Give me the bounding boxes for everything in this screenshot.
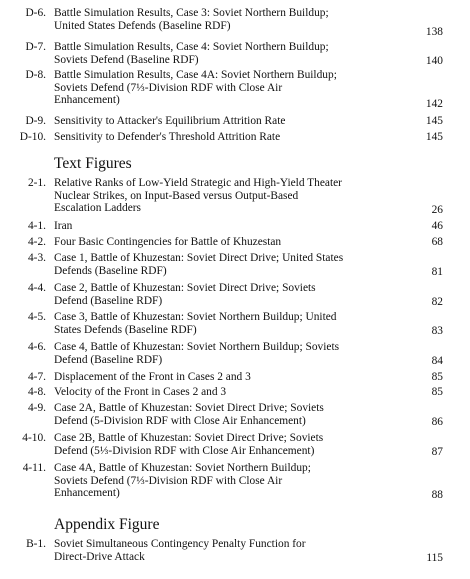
entry-title: Iran [54, 220, 73, 232]
entry-page: 140 [425, 55, 443, 67]
entry-number: B-1. [26, 538, 46, 550]
entry-title: Velocity of the Front in Cases 2 and 3 [54, 386, 227, 398]
entry-number: 4-4. [27, 282, 46, 294]
entry-number: D-8. [25, 69, 46, 81]
section-heading: Appendix Figure [54, 516, 160, 533]
entry-number: 4-7. [27, 371, 46, 383]
entry-title: Relative Ranks of Low-Yield Strategic and High-Yield Theater Nuclear Strikes, on Input-Based versus Output-Based Escalation Ladders [54, 177, 342, 215]
entry-number: D-7. [25, 41, 46, 53]
entry-number: 4-9. [27, 402, 46, 414]
section-heading: Text Figures [54, 155, 132, 172]
entry-page: 142 [425, 98, 443, 110]
entry-title: Case 3, Battle of Khuzestan: Soviet Northern Buildup; United States Defends (Baseline RDF) [54, 311, 337, 336]
entry-page: 87 [431, 446, 443, 458]
entry-page: 145 [425, 131, 443, 143]
entry-page: 46 [431, 220, 443, 232]
entry-number: 4-8. [27, 386, 46, 398]
entry-title: Battle Simulation Results, Case 4: Soviet Northern Buildup; Soviets Defend (Baseline RDF) [54, 41, 329, 66]
entry-page: 88 [431, 489, 443, 501]
entry-page: 115 [426, 552, 443, 564]
entry-title: Case 1, Battle of Khuzestan: Soviet Direct Drive; United States Defends (Baseline RDF) [54, 252, 344, 277]
entry-number: 4-11. [22, 462, 46, 474]
entry-title: Sensitivity to Attacker's Equilibrium Attrition Rate [54, 115, 286, 127]
entry-title: Case 2A, Battle of Khuzestan: Soviet Direct Drive; Soviets Defend (5-Division RDF with Close Air Enhancement) [54, 402, 324, 427]
entry-title: Case 2, Battle of Khuzestan: Soviet Direct Drive; Soviets Defend (Baseline RDF) [54, 282, 316, 307]
entry-title: Case 4, Battle of Khuzestan: Soviet Northern Buildup; Soviets Defend (Baseline RDF) [54, 341, 340, 366]
entry-title: Displacement of the Front in Cases 2 and 3 [54, 371, 251, 383]
entry-number: 4-10. [22, 432, 46, 444]
entry-number: 4-5. [27, 311, 46, 323]
entry-title: Case 4A, Battle of Khuzestan: Soviet Northern Buildup; Soviets Defend (7⅓-Division RDF with Close Air Enhancement) [54, 462, 311, 500]
entry-page: 81 [431, 266, 443, 278]
entry-page: 68 [431, 236, 443, 248]
entry-title: Soviet Simultaneous Contingency Penalty Function for Direct-Drive Attack [54, 538, 306, 563]
entry-number: D-6. [25, 7, 46, 19]
entry-page: 82 [431, 296, 443, 308]
entry-page: 86 [431, 416, 443, 428]
entry-title: Battle Simulation Results, Case 4A: Soviet Northern Buildup; Soviets Defend (7⅓-Division RDF with Close Air Enhancement) [54, 69, 337, 107]
entry-number: D-9. [25, 115, 46, 127]
entry-page: 85 [431, 386, 443, 398]
entry-number: 4-2. [27, 236, 46, 248]
entry-title: Sensitivity to Defender's Threshold Attrition Rate [54, 131, 281, 143]
entry-number: 2-1. [27, 177, 46, 189]
entry-page: 26 [431, 204, 443, 216]
entry-number: 4-1. [27, 220, 46, 232]
entry-number: 4-6. [27, 341, 46, 353]
entry-number: 4-3. [27, 252, 46, 264]
entry-page: 84 [431, 355, 443, 367]
entry-title: Battle Simulation Results, Case 3: Soviet Northern Buildup; United States Defends (Baseline RDF) [54, 7, 329, 32]
entry-page: 85 [431, 371, 443, 383]
entry-title: Four Basic Contingencies for Battle of Khuzestan [54, 236, 282, 248]
entry-page: 145 [425, 115, 443, 127]
entry-page: 138 [425, 26, 443, 38]
entry-title: Case 2B, Battle of Khuzestan: Soviet Direct Drive; Soviets Defend (5⅓-Division RDF with Close Air Enhancement) [54, 432, 324, 457]
entry-page: 83 [431, 325, 443, 337]
entry-number: D-10. [19, 131, 46, 143]
